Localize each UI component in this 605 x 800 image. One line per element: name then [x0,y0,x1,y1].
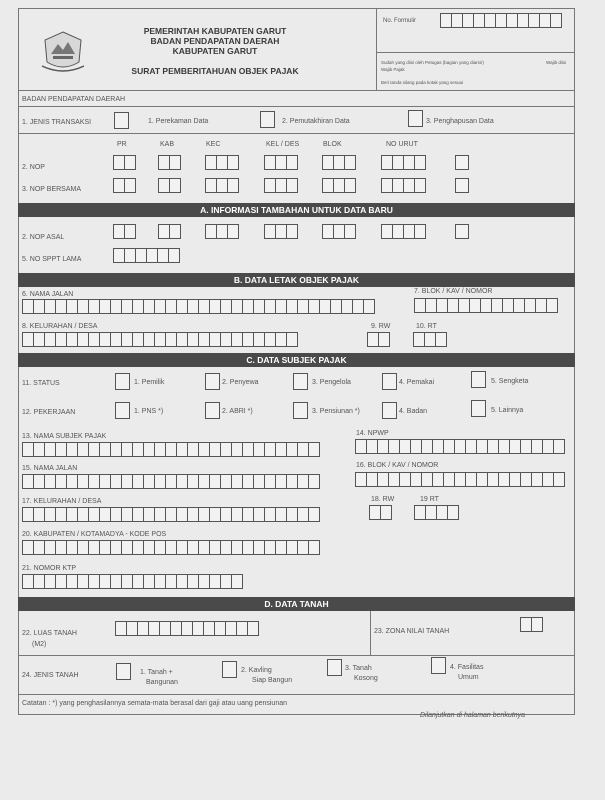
no-formulir-grid[interactable] [440,13,561,28]
status-opt-3: 3. Pengelola [312,379,351,386]
no-sppt-lama-label: 5. NO SPPT LAMA [22,256,82,263]
no-sppt-lama-grid[interactable] [113,248,179,263]
section-b-header: B. DATA LETAK OBJEK PAJAK [18,273,575,287]
pekerjaan-opt-4: 4. Badan [399,408,428,415]
nop-col-blok: BLOK [323,141,342,148]
pekerjaan-opt-5: 5. Lainnya [491,407,524,414]
znt-grid[interactable] [520,617,542,632]
status-opt-2: 2. Penyewa [222,379,259,386]
nop-bersama-kel-grid[interactable] [264,178,297,193]
nama-subjek-label: 13. NAMA SUBJEK PAJAK [22,433,107,440]
b-blok-kav-grid[interactable] [414,298,557,313]
nop-asal-kel-grid[interactable] [264,224,297,239]
nama-subjek-grid[interactable] [22,442,319,457]
rule-d2 [18,694,575,695]
note-petugas: Sudah yang diisi oleh Petugas (bagian yang diarsir) [381,60,484,65]
note-wajib-diisi: Wajib diisi [546,60,567,65]
nop-col-kab: KAB [160,141,175,148]
nop-bersama-kec-grid[interactable] [205,178,238,193]
nop-col-kec: KEC [206,141,221,148]
jenis-box-2[interactable] [222,661,237,678]
nop-asal-check-box[interactable] [455,224,469,239]
section-c-header: C. DATA SUBJEK PAJAK [18,353,575,367]
kabupaten-grid[interactable] [22,540,319,555]
b-kelurahan-label: 8. KELURAHAN / DESA [22,323,98,330]
no-formulir-label: No. Formulir [383,18,417,24]
status-opt-4: 4. Pemakai [399,379,435,386]
pekerjaan-box-1[interactable] [115,402,130,419]
status-box-1[interactable] [115,373,130,390]
nop-pr-grid[interactable] [113,155,135,170]
note-tanda-silang: Beri tanda silang pada kotak yang sesuai [381,80,464,85]
section-a-header: A. INFORMASI TAMBAHAN UNTUK DATA BARU [18,203,575,217]
lanjut-text: Dilanjutkan di halaman berikutnya [420,712,526,719]
jenis-opt-4a: 4. Fasilitas [450,664,484,671]
rule-3 [18,133,575,134]
b-rw-label: 9. RW [371,323,391,330]
nop-asal-blok-grid[interactable] [322,224,355,239]
status-opt-5: 5. Sengketa [491,378,529,385]
note-wajib-pajak: Wajib Pajak [381,67,405,72]
pekerjaan-box-5[interactable] [471,400,486,417]
transaksi-opt-1: 1. Perekaman Data [148,118,209,125]
b-rw-grid[interactable] [367,332,389,347]
nop-asal-kec-grid[interactable] [205,224,238,239]
nop-asal-nourut-grid[interactable] [381,224,425,239]
c-nama-jalan-grid[interactable] [22,474,319,489]
status-box-2[interactable] [205,373,220,390]
transaksi-box-2[interactable] [260,111,275,128]
c-blok-kav-grid[interactable] [355,472,564,487]
kabupaten-label: 20. KABUPATEN / KOTAMADYA - KODE POS [22,531,167,538]
header-line-3: KABUPATEN GARUT [172,46,258,56]
transaksi-opt-2: 2. Pemutakhiran Data [282,118,350,125]
znt-label: 23. ZONA NILAI TANAH [374,628,450,635]
rule-2 [18,106,575,107]
nop-asal-label: 2. NOP ASAL [22,234,65,241]
jenis-transaksi-label: 1. JENIS TRANSAKSI [22,119,92,126]
rule-d1 [18,655,575,656]
nop-bersama-pr-grid[interactable] [113,178,135,193]
jenis-opt-2b: Siap Bangun [252,677,293,684]
transaksi-opt-3: 3. Penghapusan Data [426,118,494,125]
header-divider [376,8,377,90]
luas-tanah-unit: (M2) [32,641,47,648]
nop-nourut-grid[interactable] [381,155,425,170]
nop-blok-grid[interactable] [322,155,355,170]
b-rt-label: 10. RT [416,323,437,330]
c-rt-label: 19 RT [420,496,439,503]
jenis-opt-4b: Umum [458,674,479,681]
b-kelurahan-grid[interactable] [22,332,297,347]
pekerjaan-opt-2: 2. ABRI *) [222,408,253,415]
nop-col-kel: KEL / DES [266,141,300,148]
nop-bersama-nourut-grid[interactable] [381,178,425,193]
b-blok-kav-label: 7. BLOK / KAV / NOMOR [414,288,493,295]
status-opt-1: 1. Pemilik [134,379,165,386]
jenis-box-1[interactable] [116,663,131,680]
jenis-box-4[interactable] [431,657,446,674]
pekerjaan-box-4[interactable] [382,402,397,419]
garut-logo [38,28,88,74]
c-rw-label: 18. RW [371,496,395,503]
nop-bersama-kab-grid[interactable] [158,178,180,193]
jenis-opt-2a: 2. Kavling [241,667,272,674]
status-box-4[interactable] [382,373,397,390]
transaksi-box-3[interactable] [408,110,423,127]
npwp-label: 14. NPWP [356,430,389,437]
pekerjaan-box-2[interactable] [205,402,220,419]
nop-label: 2. NOP [22,164,45,171]
section-d-header: D. DATA TANAH [18,597,575,611]
nop-bersama-label: 3. NOP BERSAMA [22,186,82,193]
jenis-tanah-label: 24. JENIS TANAH [22,672,79,679]
status-label: 11. STATUS [22,380,60,387]
jenis-box-3[interactable] [327,659,342,676]
status-box-3[interactable] [293,373,308,390]
jenis-opt-1b: Bangunan [146,679,178,686]
header-right-divider [376,52,575,53]
luas-tanah-grid[interactable] [115,621,258,636]
rule-1 [18,90,575,91]
jenis-opt-3b: Kosong [354,675,378,682]
b-nama-jalan-label: 6. NAMA JALAN [22,291,74,298]
c-rw-grid[interactable] [369,505,391,520]
header-line-2: BADAN PENDAPATAN DAERAH [150,36,280,46]
luas-tanah-label: 22. LUAS TANAH [22,630,77,637]
nop-kab-grid[interactable] [158,155,180,170]
pekerjaan-opt-3: 3. Pensiunan *) [312,408,360,415]
luas-divider [370,611,371,655]
pekerjaan-label: 12. PEKERJAAN [22,409,76,416]
b-rt-grid[interactable] [413,332,446,347]
agency-label: BADAN PENDAPATAN DAERAH [22,96,126,103]
ktp-grid[interactable] [22,574,242,589]
npwp-grid[interactable] [355,439,564,454]
catatan-text: Catatan : *) yang penghasilannya semata-mata berasal dari gaji atau uang pensiunan [22,700,288,707]
status-box-5[interactable] [471,371,486,388]
pekerjaan-box-3[interactable] [293,402,308,419]
nop-kec-grid[interactable] [205,155,238,170]
c-rt-grid[interactable] [414,505,458,520]
jenis-opt-3a: 3. Tanah [345,665,372,672]
form-title: SURAT PEMBERITAHUAN OBJEK PAJAK [131,66,299,76]
nop-asal-kab-grid[interactable] [158,224,180,239]
b-nama-jalan-grid[interactable] [22,299,374,314]
nop-check-box[interactable] [455,155,469,170]
nop-col-nourut: NO URUT [386,141,418,148]
c-blok-kav-label: 16. BLOK / KAV / NOMOR [356,462,439,469]
nop-bersama-blok-grid[interactable] [322,178,355,193]
nop-bersama-check-box[interactable] [455,178,469,193]
nop-kel-grid[interactable] [264,155,297,170]
pekerjaan-opt-1: 1. PNS *) [134,408,164,415]
nop-asal-pr-grid[interactable] [113,224,135,239]
c-kelurahan-label: 17. KELURAHAN / DESA [22,498,102,505]
jenis-transaksi-box[interactable] [114,112,129,129]
header-line-1: PEMERINTAH KABUPATEN GARUT [143,26,287,36]
jenis-opt-1a: 1. Tanah + [140,669,173,676]
ktp-label: 21. NOMOR KTP [22,565,77,572]
nop-col-pr: PR [117,141,127,148]
c-kelurahan-grid[interactable] [22,507,319,522]
c-nama-jalan-label: 15. NAMA JALAN [22,465,78,472]
